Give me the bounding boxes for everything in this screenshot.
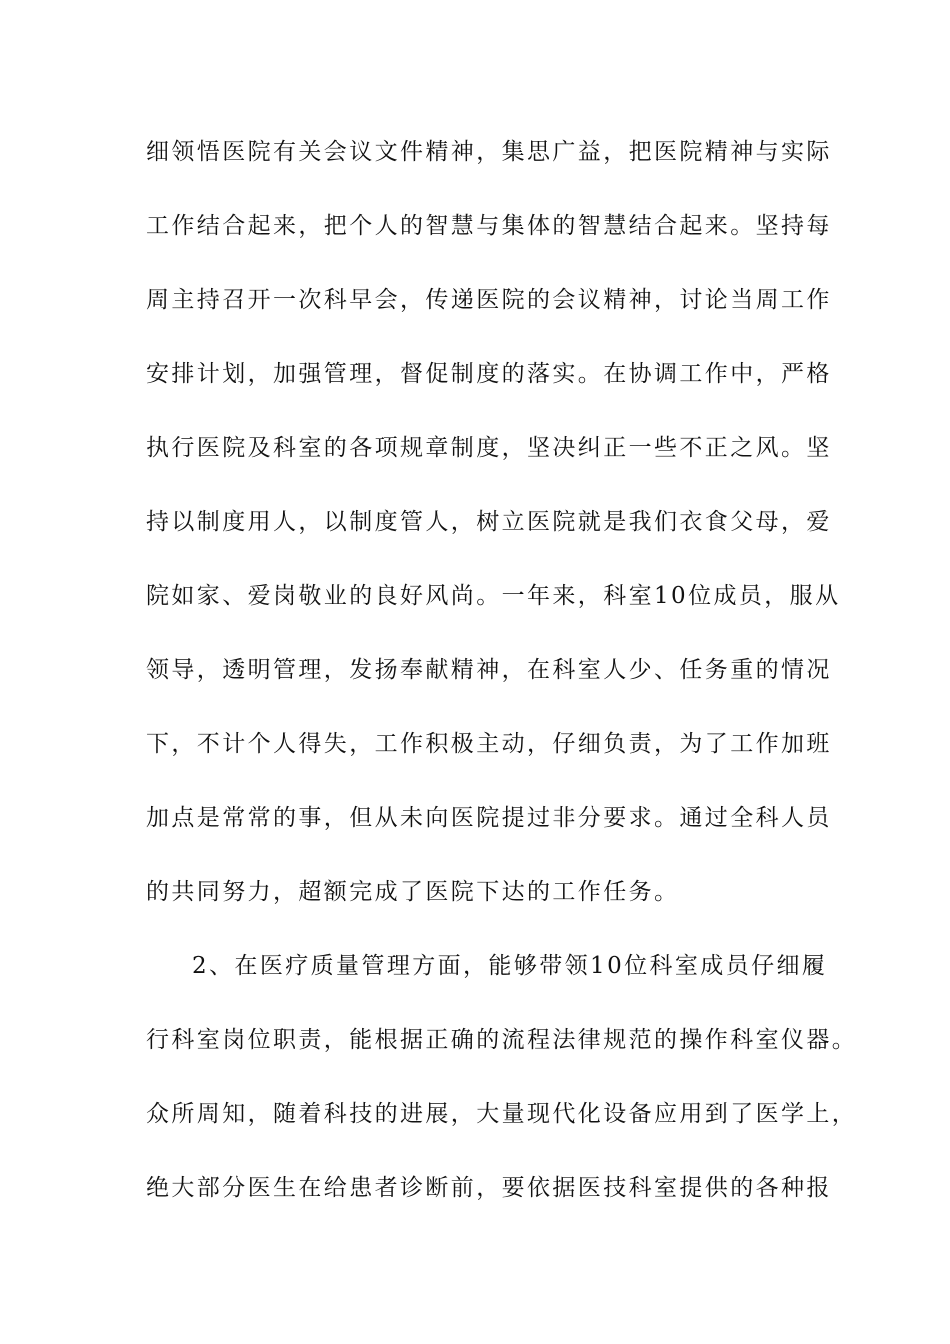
text-line: 周主持召开一次科早会，传递医院的会议精神，讨论当周工作 [146, 287, 832, 313]
text-line: 细领悟医院有关会议文件精神，集思广益，把医院精神与实际 [146, 139, 832, 165]
text-line: 下，不计个人得失，工作积极主动，仔细负责，为了工作加班 [146, 731, 832, 757]
text-line: 绝大部分医生在给患者诊断前，要依据医技科室提供的各种报 [146, 1175, 832, 1201]
text-line: 持以制度用人，以制度管人，树立医院就是我们衣食父母，爱 [146, 509, 832, 535]
text-line: 众所周知，随着科技的进展，大量现代化设备应用到了医学上， [146, 1101, 858, 1127]
text-line: 加点是常常的事，但从未向医院提过非分要求。通过全科人员 [146, 805, 832, 831]
text-line: 工作结合起来，把个人的智慧与集体的智慧结合起来。坚持每 [146, 213, 832, 239]
text-line: 院如家、爱岗敬业的良好风尚。一年来，科室10位成员，服从 [146, 583, 841, 609]
paragraph-start-line: 2、在医疗质量管理方面，能够带领10位科室成员仔细履 [192, 953, 828, 979]
text-line: 执行医院及科室的各项规章制度，坚决纠正一些不正之风。坚 [146, 435, 832, 461]
text-line: 的共同努力，超额完成了医院下达的工作任务。 [146, 879, 680, 905]
text-line: 安排计划，加强管理，督促制度的落实。在协调工作中，严格 [146, 361, 832, 387]
text-line: 行科室岗位职责，能根据正确的流程法律规范的操作科室仪器。 [146, 1027, 858, 1053]
text-line: 领导，透明管理，发扬奉献精神，在科室人少、任务重的情况 [146, 657, 832, 683]
document-body [146, 128, 858, 1238]
